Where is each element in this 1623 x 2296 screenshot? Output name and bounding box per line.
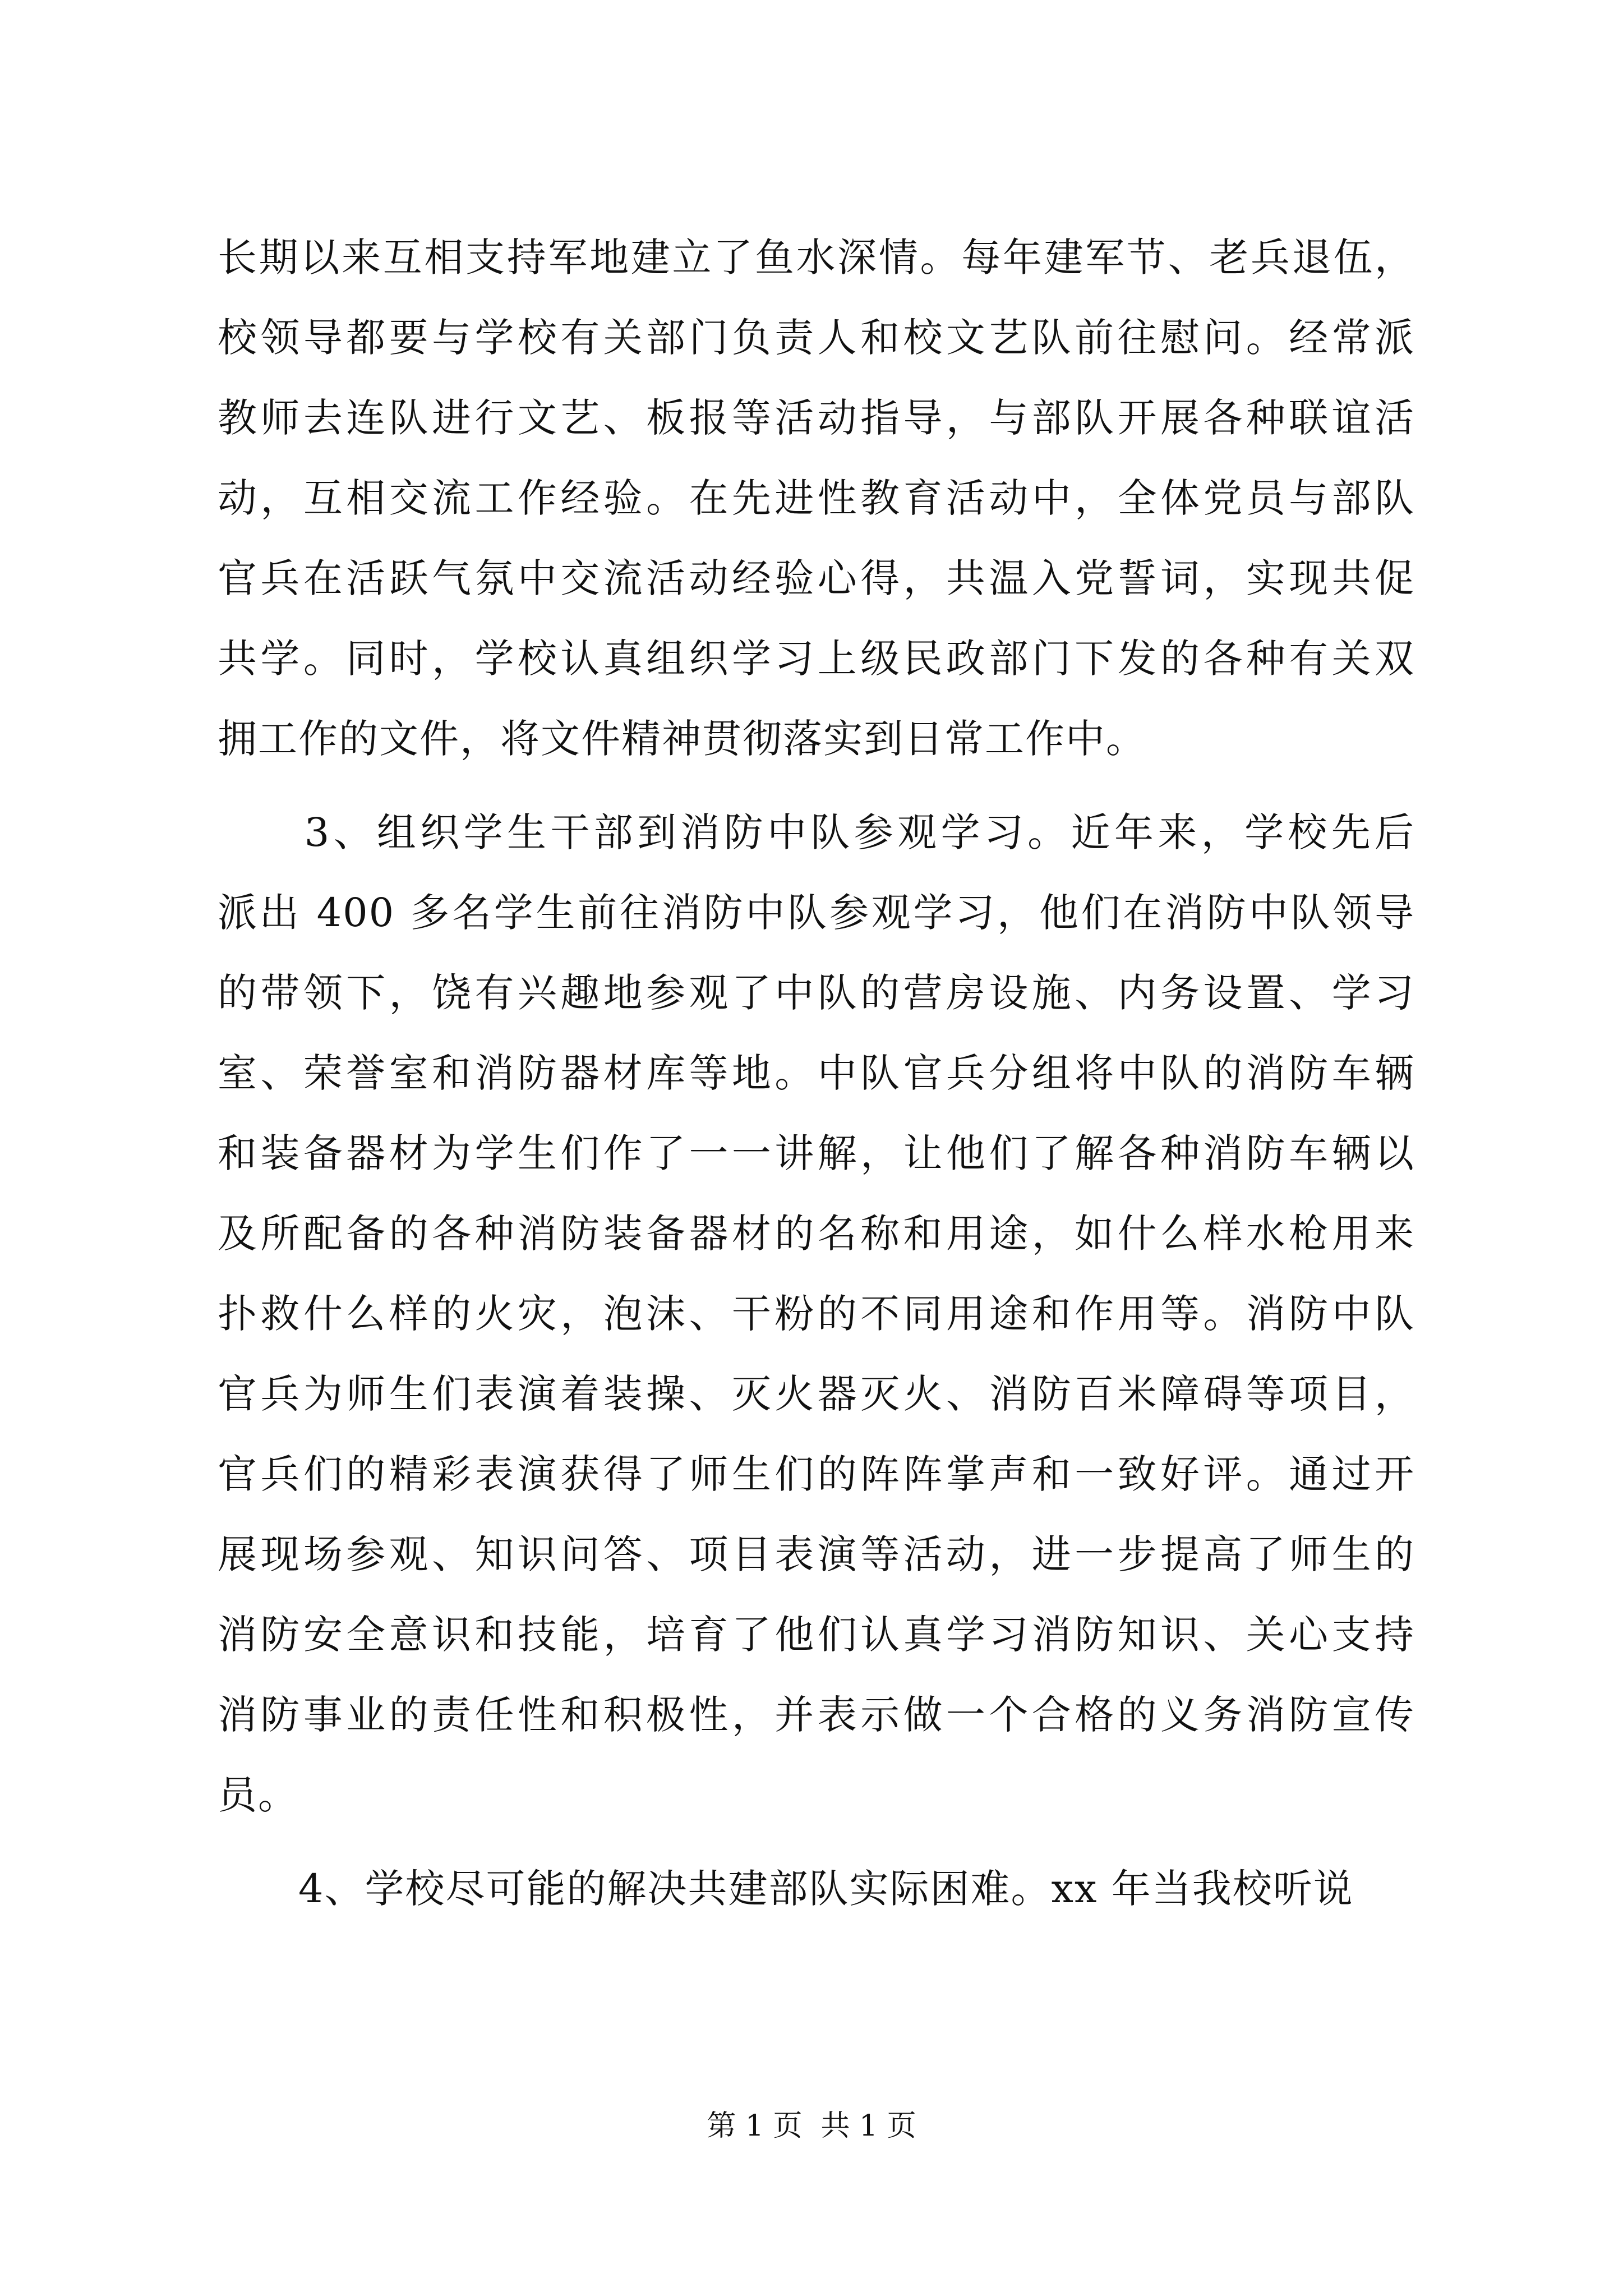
text-line: 消防安全意识和技能，培育了他们认真学习消防知识、关心支持 xyxy=(218,1612,1415,1658)
paragraph-spacer xyxy=(218,1835,1415,1849)
text-line: 官兵们的精彩表演获得了师生们的阵阵掌声和一致好评。通过开 xyxy=(218,1451,1415,1497)
text-line: 及所配备的各种消防装备器材的名称和用途，如什么样水枪用来 xyxy=(218,1211,1415,1257)
text-line: 动，互相交流工作经验。在先进性教育活动中，全体党员与部队 xyxy=(218,475,1415,521)
paragraph-spacer xyxy=(218,779,1415,793)
text-line: 和装备器材为学生们作了一一讲解，让他们了解各种消防车辆以 xyxy=(218,1130,1415,1176)
text-line: 长期以来互相支持军地建立了鱼水深情。每年建军节、老兵退伍， xyxy=(218,234,1415,280)
paragraph-1 xyxy=(218,218,1415,779)
text-line: 共学。同时，学校认真组织学习上级民政部门下发的各种有关双 xyxy=(218,636,1415,682)
text-line: 官兵在活跃气氛中交流活动经验心得，共温入党誓词，实现共促 xyxy=(218,555,1415,601)
text-line: 消防事业的责任性和积极性，并表示做一个合格的义务消防宣传 xyxy=(218,1692,1415,1738)
text-line: 派出 400 多名学生前往消防中队参观学习，他们在消防中队领导 xyxy=(218,890,1415,936)
body-text xyxy=(218,218,1415,1929)
text-line: 校领导都要与学校有关部门负责人和校文艺队前往慰问。经常派 xyxy=(218,315,1415,361)
text-line: 4、学校尽可能的解决共建部队实际困难。xx 年当我校听说 xyxy=(218,1866,1354,1912)
text-line: 室、荣誉室和消防器材库等地。中队官兵分组将中队的消防车辆 xyxy=(218,1050,1415,1096)
page-footer: 第 1 页 共 1 页 xyxy=(707,2109,916,2143)
text-line: 的带领下，饶有兴趣地参观了中队的营房设施、内务设置、学习 xyxy=(218,970,1415,1016)
text-line: 官兵为师生们表演着装操、灭火器灭火、消防百米障碍等项目， xyxy=(218,1371,1415,1417)
text-line: 教师去连队进行文艺、板报等活动指导，与部队开展各种联谊活 xyxy=(218,395,1415,441)
text-line: 员。 xyxy=(218,1772,298,1818)
text-line: 拥工作的文件，将文件精神贯彻落实到日常工作中。 xyxy=(218,716,1146,762)
text-line: 展现场参观、知识问答、项目表演等活动，进一步提高了师生的 xyxy=(218,1531,1415,1577)
text-line: 扑救什么样的火灾，泡沫、干粉的不同用途和作用等。消防中队 xyxy=(218,1291,1415,1337)
paragraph-3 xyxy=(218,1849,1415,1929)
text-line: 3、组织学生干部到消防中队参观学习。近年来，学校先后 xyxy=(218,809,1415,855)
paragraph-2 xyxy=(218,793,1415,1835)
